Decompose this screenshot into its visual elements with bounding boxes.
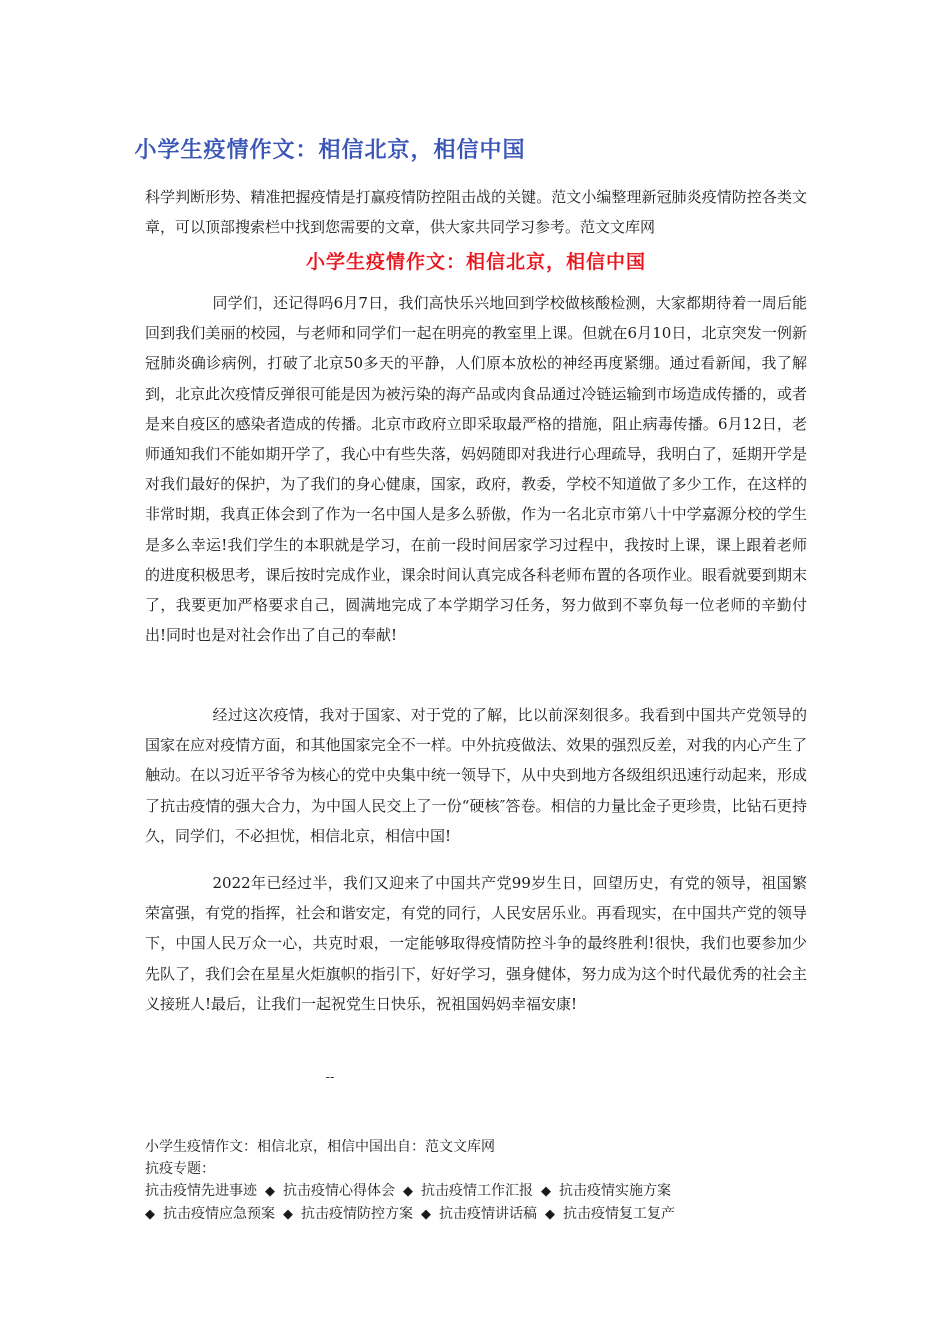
article-paragraph: 经过这次疫情，我对于国家、对于党的了解，比以前深刻很多。我看到中国共产党领导的国家在应对疫情方面，和其他国家完全不一样。中外抗疫做法、效果的强烈反差，对我的内心产生了触动。在以习近平爷爷为核心的党中央集中统一领导下，从中央到地方各级组织迅速行动起来，形成了抗击疫情的强大合力，为中国人民交上了一份“硬核″答卷。相信的力量比金子更珍贵，比钻石更持久，同学们，不必担忧，相信北京，相信中国! (145, 706, 807, 845)
diamond-separator-icon: ◆ (541, 1184, 551, 1199)
topics-label: 抗疫专题： (145, 1161, 215, 1177)
topic-item (283, 1180, 421, 1203)
diamond-separator-icon: ◆ (545, 1207, 555, 1222)
topic-item (301, 1203, 439, 1226)
intro-paragraph: 科学判断形势、精准把握疫情是打赢疫情防控阻击战的关键。范文小编整理新冠肺炎疫情防控各类文章，可以顶部搜索栏中找到您需要的文章，供大家共同学习参考。范文文库网 (145, 188, 807, 236)
article-paragraph: 2022年已经过半，我们又迎来了中国共产党99岁生日，回望历史，有党的领导，祖国繁荣富强，有党的指挥，社会和谐安定，有党的同行，人民安居乐业。再看现实，在中国共产党的领导下，中国人民万众一心，共克时艰，一定能够取得疫情防控斗争的最终胜利!很快，我们也要参加少先队了，我们会在星星火炬旗帜的指引下，好好学习，强身健体，努力成为这个时代最优秀的社会主义接班人!最后，让我们一起祝党生日快乐，祝祖国妈妈幸福安康! (145, 874, 807, 1013)
topic-link[interactable]: 抗击疫情工作汇报 (421, 1183, 533, 1199)
article-title: 小学生疫情作文：相信北京，相信中国 (305, 251, 646, 273)
topic-list (145, 1180, 807, 1226)
topic-link[interactable]: 抗击疫情先进事迹 (145, 1183, 257, 1199)
topic-item (421, 1180, 559, 1203)
topic-link[interactable]: 抗击疫情心得体会 (283, 1183, 395, 1199)
diamond-separator-icon: ◆ (145, 1207, 155, 1222)
diamond-separator-icon: ◆ (265, 1184, 275, 1199)
topic-link[interactable]: 抗击疫情讲话稿 (439, 1206, 537, 1222)
topic-item (145, 1180, 283, 1203)
topic-item (563, 1203, 675, 1226)
topic-link[interactable]: 抗击疫情实施方案 (559, 1183, 671, 1199)
topic-item (559, 1180, 671, 1203)
topic-item (439, 1203, 563, 1226)
topic-link[interactable]: 抗击疫情复工复产 (563, 1206, 675, 1222)
topic-link[interactable]: 抗击疫情应急预案 (163, 1206, 275, 1222)
topic-link[interactable]: 抗击疫情防控方案 (301, 1206, 413, 1222)
diamond-separator-icon: ◆ (403, 1184, 413, 1199)
separator: -- (325, 1070, 335, 1085)
footer (145, 1136, 807, 1226)
article-paragraph: 同学们，还记得吗6月7日，我们高快乐兴地回到学校做核酸检测，大家都期待着一周后能回到我们美丽的校园，与老师和同学们一起在明亮的教室里上课。但就在6月10日，北京突发一例新冠肺炎确诊病例，打破了北京50多天的平静，人们原本放松的神经再度紧绷。通过看新闻，我了解到，北京此次疫情反弹很可能是因为被污染的海产品或肉食品通过冷链运输到市场造成传播的，或者是来自疫区的感染者造成的传播。北京市政府立即采取最严格的措施，阻止病毒传播。6月12日，老师通知我们不能如期开学了，我心中有些失落，妈妈随即对我进行心理疏导，我明白了，延期开学是对我们最好的保护，为了我们的身心健康，国家，政府，教委，学校不知道做了多少工作，在这样的非常时期，我真正体会到了作为一名中国人是多么骄傲，作为一名北京市第八十中学嘉源分校的学生是多么幸运!我们学生的本职就是学习，在前一段时间居家学习过程中，我按时上课，课上跟着老师的进度积极思考，课后按时完成作业，课余时间认真完成各科老师布置的各项作业。眼看就要到期末了，我要更加严格要求自己，圆满地完成了本学期学习任务，努力做到不辜负每一位老师的辛勤付出!同时也是对社会作出了自己的奉献! (145, 294, 807, 645)
diamond-separator-icon: ◆ (283, 1207, 293, 1222)
source-line: 小学生疫情作文：相信北京，相信中国出自：范文文库网 (145, 1139, 495, 1155)
topic-item (145, 1203, 301, 1226)
page-title: 小学生疫情作文：相信北京，相信中国 (134, 138, 526, 163)
diamond-separator-icon: ◆ (421, 1207, 431, 1222)
